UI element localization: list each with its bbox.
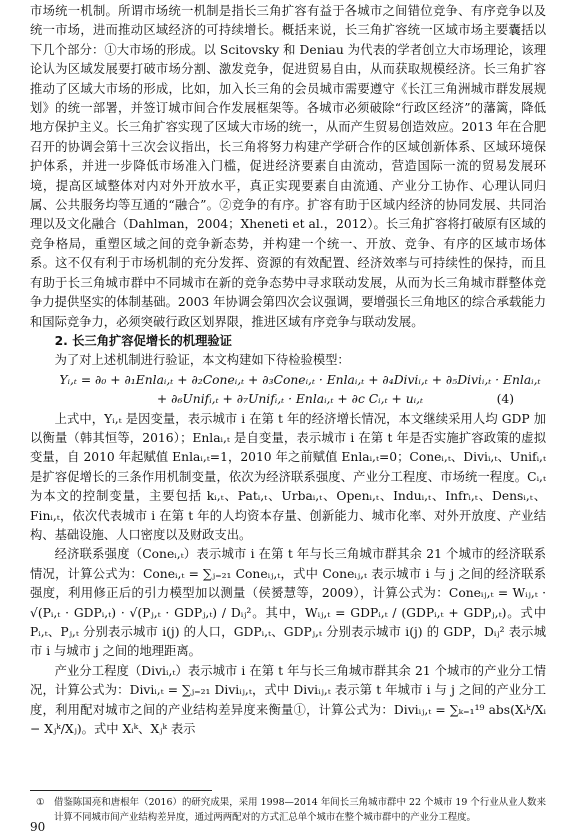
equation-line-2 xyxy=(30,390,546,409)
equation-text-2: + ∂₆Unifᵢ,ₜ + ∂₇Unifᵢ,ₜ · Enlaᵢ,ₜ + ∂c Cᵢ,ₜ + uᵢ,ₜ xyxy=(156,392,424,407)
footnote-mark: ① xyxy=(36,797,45,808)
section-heading: 2. 长三角扩容促增长的机理验证 xyxy=(54,333,232,348)
body-paragraph: 市场统一机制。所谓市场统一机制是指长三角扩容有益于各城市之间错位竞争、有序竞争以及统一市场，进而推动区域经济的可持续增长。概括来说，长三角扩容统一区域市场主要囊括以下几个部分：①大市场的形成。以 Scitovsky 和 Deniau 为代表的学者创立大市场理论，该理论认为区域发展要打破市场分割、激发竞争，促进贸易自由，从而获取规模经济。长三角扩容推动了区域大市场的形成，比如，加入长三角的会员城市需要遵守《长江三角洲城市群发展规划》的统一部署，并签订城市间合作发展框架等。各城市必须破除“行政区经济”的藩篱，降低地方保护主义。长三角扩容实现了区域大市场的统一，从而产生贸易创造效应。2013 年在合肥召开的协调会第十三次会议指出，长三角将努力构建产学研合作的区域创新体系、区域环境保护体系，并进一步降低市场准入门槛，促进经济要素自由流动，营造国际一流的贸易发展环境，提高区域整体对内对外开放水平，真正实现要素自由流通、产业分工协作、心理认同归属、公共服务均等互通的“融合”。②竞争的有序。扩容有助于区域内经济的协同发展、共同治理以及文化融合（Dahlman，2004；Xheneti et al.，2012）。长三角扩容将打破原有区域的竞争格局，重塑区域之间的竞争新态势，并构建一个统一、开放、竞争、有序的区域市场体系。这不仅有利于市场机制的充分发挥、资源的有效配置、经济效率与可持续性的保持，而且有助于长三角城市群中不同城市在新的竞争态势中寻求联动发展，从而为长三角城市群整体竞争力提供坚实的体制基础。2003 年协调会第四次会议强调，要增强长三角地区的综合承载能力和国际竞争力，必须突破行政区划界限，推进区域有序竞争与联动发展。 xyxy=(30,4,546,329)
equation-text-1: Yᵢ,ₜ = ∂₀ + ∂₁Enlaᵢ,ₜ + ∂₂Coneᵢ,ₜ + ∂₃Coneᵢ,ₜ · Enlaᵢ,ₜ + ∂₄Diviᵢ,ₜ + ∂₅Diviᵢ,ₜ · Enlaᵢ,ₜ xyxy=(59,372,541,387)
equation-number: (4) xyxy=(496,392,514,407)
page-number: 90 xyxy=(30,820,46,834)
equation-line-1 xyxy=(30,371,546,390)
intro-sentence: 为了对上述机制进行验证，本文构建如下待检验模型： xyxy=(54,353,350,368)
page-body xyxy=(30,2,546,739)
footnote xyxy=(30,795,546,825)
body-paragraph: 产业分工程度（Diviᵢ,ₜ）表示城市 i 在第 t 年与长三角城市群其余 21 个城市的产业分工情况，计算公式为：Diviᵢ,ₜ = ∑ⱼ₌₂₁ Diviᵢⱼ,ₜ，式中 Diviᵢⱼ,ₜ 表示第 t 年城市 i 与 j 之间的产业分工度，利用配对城市之间的产业结构差异度来衡量①，计算公式为：Diviᵢⱼ,ₜ = ∑ₖ₌₁¹⁹ abs(Xᵢᵏ/Xᵢ − Xⱼᵏ/Xⱼ)。式中 Xᵢᵏ、Xⱼᵏ 表示 xyxy=(30,663,546,737)
body-paragraph: 上式中，Yᵢ,ₜ 是因变量，表示城市 i 在第 t 年的经济增长情况，本文继续采用人均 GDP 加以衡量（韩其恒等，2016）；Enlaᵢ,ₜ 是自变量，表示城市 i 在第 t 年是否实施扩容政策的虚拟变量，自 2010 年起赋值 Enlaᵢ,ₜ=1，2010 年之前赋值 Enlaᵢ,ₜ=0；Coneᵢ,ₜ、Diviᵢ,ₜ、Unifᵢ,ₜ 是扩容促增长的三条作用机制变量，依次为经济联系强度、产业分工程度、市场统一程度。Cᵢ,ₜ 为本文的控制变量，主要包括 kᵢ,ₜ、Patᵢ,ₜ、Urbaᵢ,ₜ、Openᵢ,ₜ、Induᵢ,ₜ、Infrᵢ,ₜ、Densᵢ,ₜ、Finᵢ,ₜ，依次代表城市 i 在第 t 年的人均资本存量、创新能力、城市化率、对外开放度、产业结构、基础设施、人口密度以及财政支出。 xyxy=(30,411,546,542)
body-paragraph: 经济联系强度（Coneᵢ,ₜ）表示城市 i 在第 t 年与长三角城市群其余 21 个城市的经济联系情况，计算公式为：Coneᵢ,ₜ = ∑ⱼ₌₂₁ Coneᵢⱼ,ₜ，式中 Coneᵢⱼ,ₜ 表示城市 i 与 j 之间的经济联系强度，利用修正后的引力模型加以测量（侯赟慧等，2009），计算公式为：Coneᵢⱼ,ₜ = Wᵢⱼ,ₜ · √(Pᵢ,ₜ · GDPᵢ,ₜ) · √(Pⱼ,ₜ · GDPⱼ,ₜ) / Dᵢⱼ²。其中，Wᵢⱼ,ₜ = GDPᵢ,ₜ / (GDPᵢ,ₜ + GDPⱼ,ₜ)。式中 Pᵢ,ₜ、Pⱼ,ₜ 分别表示城市 i(j) 的人口，GDPᵢ,ₜ、GDPⱼ,ₜ 分别表示城市 i(j) 的 GDP，Dᵢⱼ² 表示城市 i 与城市 j 之间的地理距离。 xyxy=(30,547,546,659)
footnote-text: 借鉴陈国亮和唐根年（2016）的研究成果，采用 1998—2014 年间长三角城市群中 22 个城市 19 个行业从业人数来计算不同城市间产业结构差异度，通过两两配对的方式汇总单个城市在整个城市群中的产业分工程度。 xyxy=(54,797,546,823)
footnote-divider xyxy=(30,790,212,791)
